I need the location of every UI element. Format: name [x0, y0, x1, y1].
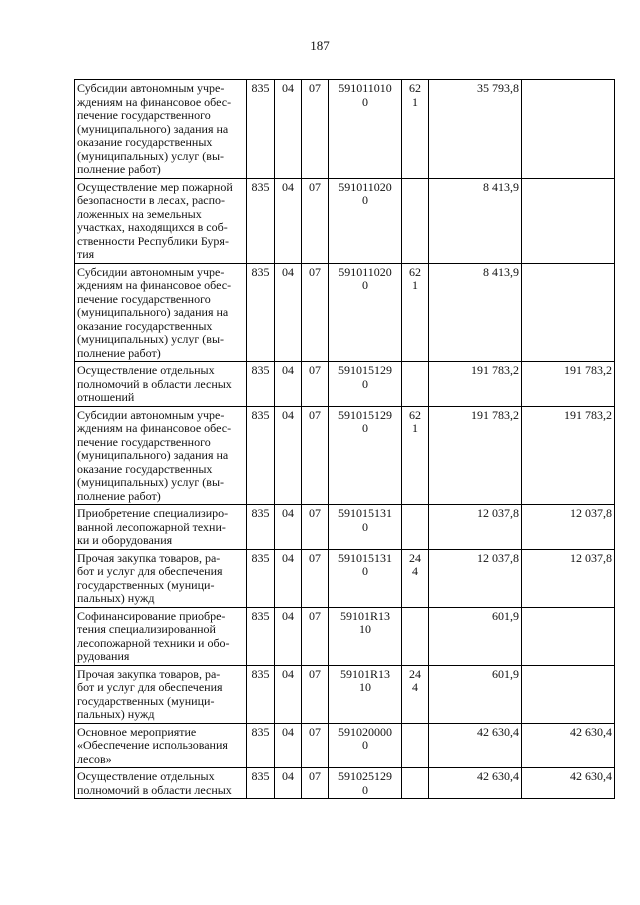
- expense-type-code: 62 1: [402, 406, 429, 505]
- subsection-code: 07: [302, 80, 329, 179]
- page-number: 187: [310, 38, 330, 53]
- ministry-code: 835: [247, 607, 275, 665]
- amount-subvention: 42 630,4: [522, 723, 615, 768]
- subsection-code: 07: [302, 768, 329, 799]
- section-code: 04: [275, 362, 302, 407]
- amount-subvention: 12 037,8: [522, 549, 615, 607]
- table-row: [75, 665, 615, 723]
- amount-total: 601,9: [429, 607, 522, 665]
- subsection-code: 07: [302, 607, 329, 665]
- table-row: [75, 607, 615, 665]
- ministry-code: 835: [247, 178, 275, 263]
- subsection-code: 07: [302, 723, 329, 768]
- target-article-code: 591015131 0: [329, 505, 402, 550]
- ministry-code: 835: [247, 505, 275, 550]
- amount-total: 191 783,2: [429, 406, 522, 505]
- table-row: [75, 768, 615, 799]
- target-article-code: 591015129 0: [329, 362, 402, 407]
- amount-subvention: 191 783,2: [522, 362, 615, 407]
- expense-type-code: [402, 607, 429, 665]
- amount-subvention: 191 783,2: [522, 406, 615, 505]
- amount-subvention: [522, 80, 615, 179]
- amount-total: 42 630,4: [429, 723, 522, 768]
- amount-subvention: [522, 607, 615, 665]
- target-article-code: 591015129 0: [329, 406, 402, 505]
- amount-total: 42 630,4: [429, 768, 522, 799]
- expense-type-code: 62 1: [402, 80, 429, 179]
- table-row: [75, 406, 615, 505]
- expense-type-code: [402, 505, 429, 550]
- ministry-code: 835: [247, 362, 275, 407]
- target-article-code: 591011010 0: [329, 80, 402, 179]
- ministry-code: 835: [247, 723, 275, 768]
- amount-total: 191 783,2: [429, 362, 522, 407]
- target-article-code: 59101R13 10: [329, 607, 402, 665]
- amount-total: 8 413,9: [429, 263, 522, 362]
- item-name: Субсидии автономным учре- ждениям на финансовое обес- печение государственного (муниципального) задания на оказание государственных (муниципальных) услуг (вы- полнение работ): [75, 406, 247, 505]
- amount-total: 8 413,9: [429, 178, 522, 263]
- table-row: [75, 723, 615, 768]
- expense-type-code: 24 4: [402, 549, 429, 607]
- target-article-code: 591020000 0: [329, 723, 402, 768]
- section-code: 04: [275, 723, 302, 768]
- ministry-code: 835: [247, 263, 275, 362]
- section-code: 04: [275, 263, 302, 362]
- item-name: Софинансирование приобре- тения специализированной лесопожарной техники и обо- рудования: [75, 607, 247, 665]
- expense-type-code: [402, 178, 429, 263]
- amount-subvention: [522, 178, 615, 263]
- expense-type-code: 62 1: [402, 263, 429, 362]
- budget-table: [74, 79, 615, 799]
- section-code: 04: [275, 549, 302, 607]
- section-code: 04: [275, 178, 302, 263]
- subsection-code: 07: [302, 362, 329, 407]
- item-name: Осуществление мер пожарной безопасности в лесах, распо- ложенных на земельных участках, находящихся в соб- ственности Республики Буря- тия: [75, 178, 247, 263]
- item-name: Субсидии автономным учре- ждениям на финансовое обес- печение государственного (муниципального) задания на оказание государственных (муниципальных) услуг (вы- полнение работ): [75, 263, 247, 362]
- ministry-code: 835: [247, 768, 275, 799]
- table-row: [75, 549, 615, 607]
- table-row: [75, 263, 615, 362]
- item-name: Основное мероприятие «Обеспечение использования лесов»: [75, 723, 247, 768]
- target-article-code: 591011020 0: [329, 178, 402, 263]
- ministry-code: 835: [247, 665, 275, 723]
- table-row: [75, 178, 615, 263]
- section-code: 04: [275, 505, 302, 550]
- target-article-code: 59101R13 10: [329, 665, 402, 723]
- subsection-code: 07: [302, 665, 329, 723]
- section-code: 04: [275, 665, 302, 723]
- subsection-code: 07: [302, 263, 329, 362]
- table-row: [75, 362, 615, 407]
- amount-total: 12 037,8: [429, 505, 522, 550]
- amount-subvention: 42 630,4: [522, 768, 615, 799]
- amount-subvention: [522, 263, 615, 362]
- subsection-code: 07: [302, 406, 329, 505]
- target-article-code: 591015131 0: [329, 549, 402, 607]
- expense-type-code: [402, 362, 429, 407]
- section-code: 04: [275, 80, 302, 179]
- amount-total: 12 037,8: [429, 549, 522, 607]
- amount-subvention: [522, 665, 615, 723]
- table-row: [75, 505, 615, 550]
- section-code: 04: [275, 406, 302, 505]
- item-name: Осуществление отдельных полномочий в области лесных: [75, 768, 247, 799]
- ministry-code: 835: [247, 406, 275, 505]
- amount-subvention: 12 037,8: [522, 505, 615, 550]
- item-name: Приобретение специализиро- ванной лесопожарной техни- ки и оборудования: [75, 505, 247, 550]
- subsection-code: 07: [302, 178, 329, 263]
- ministry-code: 835: [247, 549, 275, 607]
- subsection-code: 07: [302, 505, 329, 550]
- subsection-code: 07: [302, 549, 329, 607]
- table-body: [75, 80, 615, 799]
- expense-type-code: 24 4: [402, 665, 429, 723]
- item-name: Осуществление отдельных полномочий в области лесных отношений: [75, 362, 247, 407]
- target-article-code: 591025129 0: [329, 768, 402, 799]
- table-row: [75, 80, 615, 179]
- item-name: Прочая закупка товаров, ра- бот и услуг для обеспечения государственных (муници- пальных) нужд: [75, 549, 247, 607]
- section-code: 04: [275, 768, 302, 799]
- target-article-code: 591011020 0: [329, 263, 402, 362]
- item-name: Субсидии автономным учре- ждениям на финансовое обес- печение государственного (муниципального) задания на оказание государственных (муниципальных) услуг (вы- полнение работ): [75, 80, 247, 179]
- amount-total: 35 793,8: [429, 80, 522, 179]
- item-name: Прочая закупка товаров, ра- бот и услуг для обеспечения государственных (муници- пальных) нужд: [75, 665, 247, 723]
- expense-type-code: [402, 723, 429, 768]
- section-code: 04: [275, 607, 302, 665]
- ministry-code: 835: [247, 80, 275, 179]
- amount-total: 601,9: [429, 665, 522, 723]
- expense-type-code: [402, 768, 429, 799]
